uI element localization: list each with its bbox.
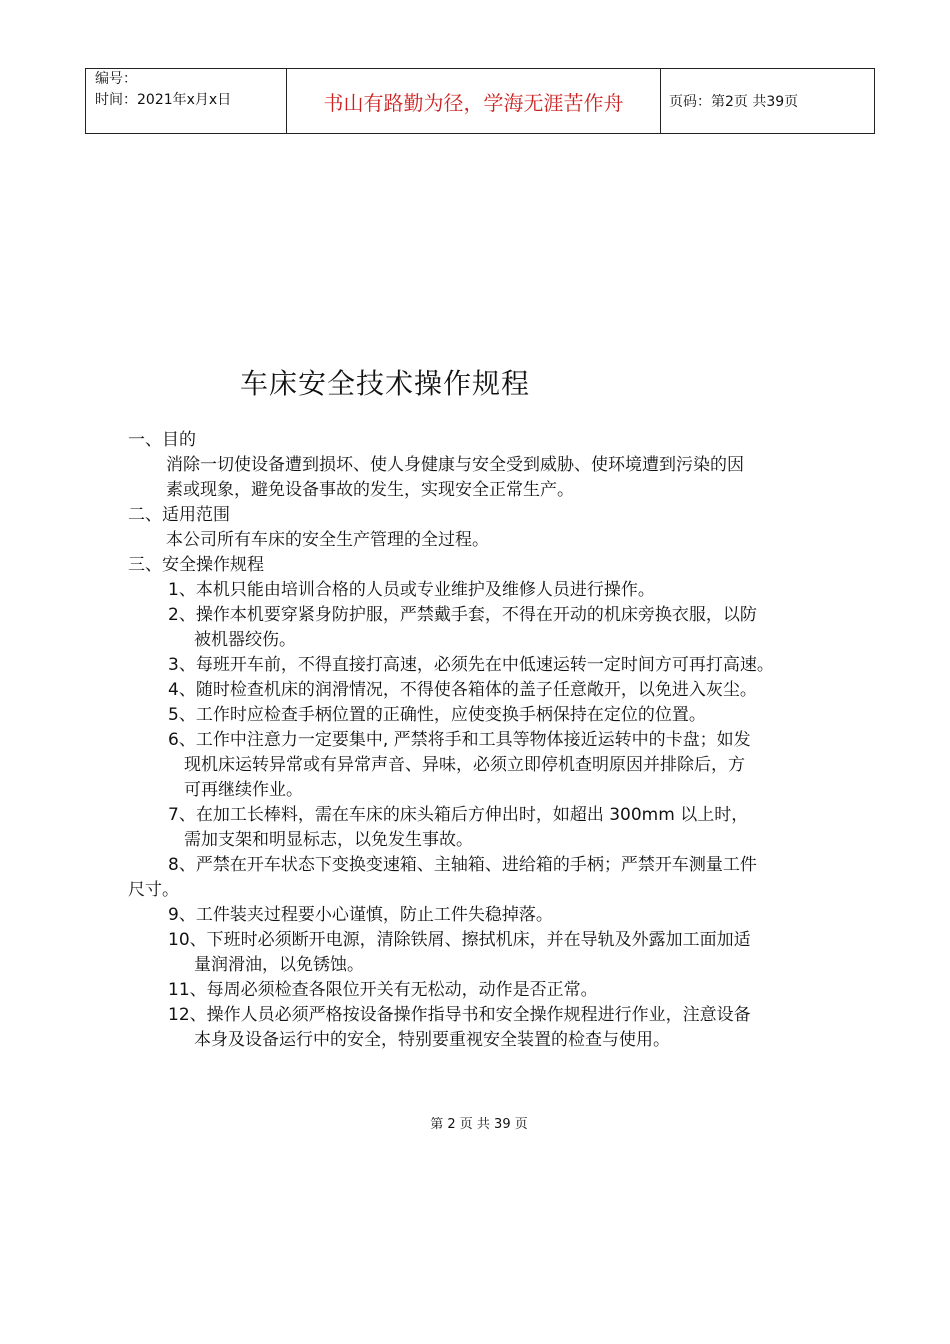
rule-item-cont: 现机床运转异常或有异常声音、异味，必须立即停机查明原因并排除后，方 [184,755,745,775]
paragraph-line: 素或现象，避免设备事故的发生，实现安全正常生产。 [166,480,574,500]
rule-item: 12、操作人员必须严格按设备操作指导书和安全操作规程进行作业，注意设备 [168,1005,751,1025]
rule-item-cont: 可再继续作业。 [184,780,303,800]
section-heading: 二、适用范围 [128,505,230,525]
rule-item: 5、工作时应检查手柄位置的正确性，应使变换手柄保持在定位的位置。 [168,705,706,725]
rule-item: 7、在加工长棒料，需在车床的床头箱后方伸出时，如超出 300mm 以上时， [168,805,749,825]
rule-item-cont: 被机器绞伤。 [194,630,296,650]
rule-item-cont: 本身及设备运行中的安全，特别要重视安全装置的检查与使用。 [194,1030,670,1050]
header-table [85,68,875,134]
motto: 书山有路勤为径，学海无涯苦作舟 [287,69,661,133]
document-body [128,428,848,1053]
rule-item: 2、操作本机要穿紧身防护服，严禁戴手套，不得在开动的机床旁换衣服，以防 [168,605,757,625]
page-label: 页码：第2页 共39页 [669,94,799,110]
section-heading: 一、目的 [128,430,196,450]
page-footer: 第 2 页 共 39 页 [430,1117,528,1132]
rule-item: 8、严禁在开车状态下变换变速箱、主轴箱、进给箱的手柄；严禁开车测量工件 [168,855,757,875]
rule-item: 9、工件装夹过程要小心谨慎，防止工件失稳掉落。 [168,905,553,925]
number-label: 编号： [95,71,137,87]
rule-item: 10、下班时必须断开电源，清除铁屑、擦拭机床，并在导轨及外露加工面加适 [168,930,751,950]
rule-item-cont: 量润滑油，以免锈蚀。 [194,955,364,975]
header-meta-cell [86,69,287,133]
rule-item-cont: 尺寸。 [128,880,179,900]
rule-item: 6、工作中注意力一定要集中, 严禁将手和工具等物体接近运转中的卡盘；如发 [168,730,751,750]
time-label: 时间：2021年x月x日 [95,92,232,108]
paragraph-line: 本公司所有车床的安全生产管理的全过程。 [166,530,489,550]
rule-item: 11、每周必须检查各限位开关有无松动，动作是否正常。 [168,980,598,1000]
rule-item: 1、本机只能由培训合格的人员或专业维护及维修人员进行操作。 [168,580,655,600]
rule-item: 3、每班开车前，不得直接打高速，必须先在中低速运转一定时间方可再打高速。 [168,655,774,675]
section-heading: 三、安全操作规程 [128,555,264,575]
rule-item: 4、随时检查机床的润滑情况，不得使各箱体的盖子任意敞开，以免进入灰尘。 [168,680,757,700]
paragraph-line: 消除一切使设备遭到损坏、使人身健康与安全受到威胁、使环境遭到污染的因 [166,455,744,475]
rule-item-cont: 需加支架和明显标志，以免发生事故。 [184,830,473,850]
document-title: 车床安全技术操作规程 [240,367,531,400]
